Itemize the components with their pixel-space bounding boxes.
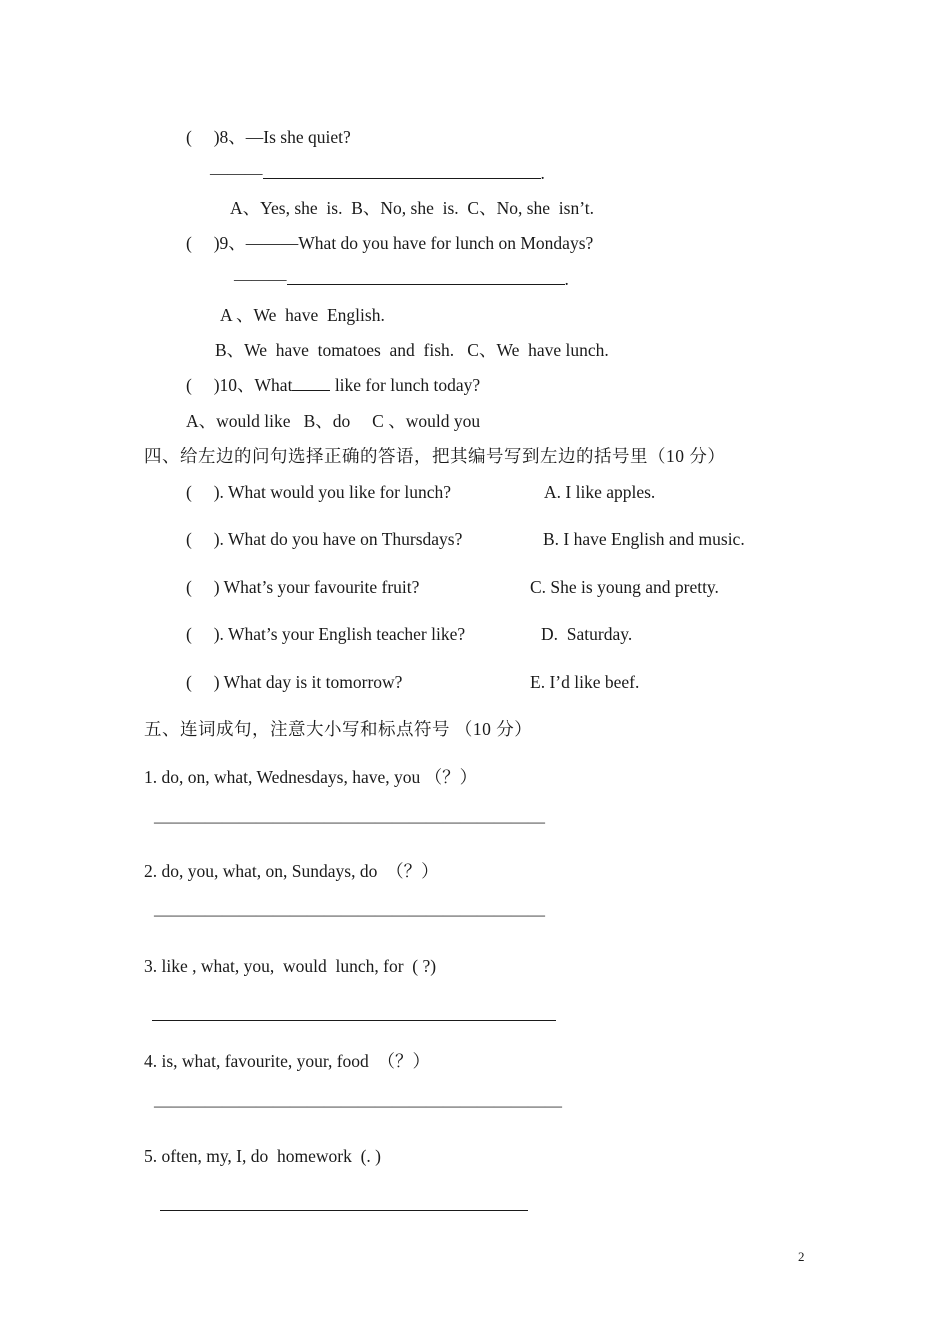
section4-question-5: ( ) What day is it tomorrow? xyxy=(186,672,403,692)
q8-answer-blank[interactable] xyxy=(263,164,541,179)
section5-item-3: 3. like , what, you, would lunch, for ( ?) xyxy=(144,956,437,976)
q9-answer-end: . xyxy=(564,269,569,289)
section5-item-5: 5. often, my, I, do homework (. ) xyxy=(144,1146,382,1166)
q8-question: ( )8、—Is she quiet? xyxy=(186,127,351,147)
q9-question: ( )9、———What do you have for lunch on Mondays? xyxy=(186,233,594,253)
q9-option-bc: B、We have tomatoes and fish. C、We have lunch. xyxy=(215,340,609,360)
q9-option-a: A 、We have English. xyxy=(220,305,385,325)
q9-answer-line[interactable] xyxy=(234,268,569,290)
q8-answer-end: . xyxy=(540,163,545,183)
q10-question xyxy=(186,374,480,396)
section4-answer-c: C. She is young and pretty. xyxy=(530,577,719,597)
q8-answer-line[interactable] xyxy=(210,162,545,184)
section4-question-3: ( ) What’s your favourite fruit? xyxy=(186,577,420,597)
q8-answer-dash: ——— xyxy=(210,163,263,183)
section5-item-2: 2. do, you, what, on, Sundays, do （？） xyxy=(144,861,439,881)
page-number: 2 xyxy=(798,1249,805,1264)
q10-question-start: ( )10、What xyxy=(186,375,293,395)
section5-answer-line-1[interactable]: ——————————————————————— xyxy=(154,812,545,831)
section4-question-1: ( ). What would you like for lunch? xyxy=(186,482,452,502)
q10-blank[interactable] xyxy=(292,376,330,391)
q9-answer-dash: ——— xyxy=(234,269,287,289)
section4-title: 四、给左边的问句选择正确的答语，把其编号写到左边的括号里（10 分） xyxy=(144,446,726,466)
section5-item-1: 1. do, on, what, Wednesdays, have, you （？） xyxy=(144,767,478,787)
section5-answer-rule-5[interactable] xyxy=(160,1210,528,1211)
section5-item-4: 4. is, what, favourite, your, food （？） xyxy=(144,1051,431,1071)
section5-answer-line-4[interactable]: ———————————————————————— xyxy=(154,1096,562,1115)
q9-answer-blank[interactable] xyxy=(287,270,565,285)
section4-answer-d: D. Saturday. xyxy=(541,624,633,644)
section5-answer-rule-3[interactable] xyxy=(152,1020,556,1021)
section5-title: 五、连词成句，注意大小写和标点符号 （10 分） xyxy=(144,719,533,739)
section5-answer-line-2[interactable]: ——————————————————————— xyxy=(154,905,545,924)
q8-options: A、Yes, she is. B、No, she is. C、No, she isn’t. xyxy=(230,198,594,218)
section4-question-2: ( ). What do you have on Thursdays? xyxy=(186,529,463,549)
section4-answer-e: E. I’d like beef. xyxy=(530,672,640,692)
q10-options: A、would like B、do C 、would you xyxy=(186,411,481,431)
section4-answer-b: B. I have English and music. xyxy=(543,529,745,549)
q10-question-end: like for lunch today? xyxy=(330,375,481,395)
section4-answer-a: A. I like apples. xyxy=(544,482,656,502)
section4-question-4: ( ). What’s your English teacher like? xyxy=(186,624,466,644)
